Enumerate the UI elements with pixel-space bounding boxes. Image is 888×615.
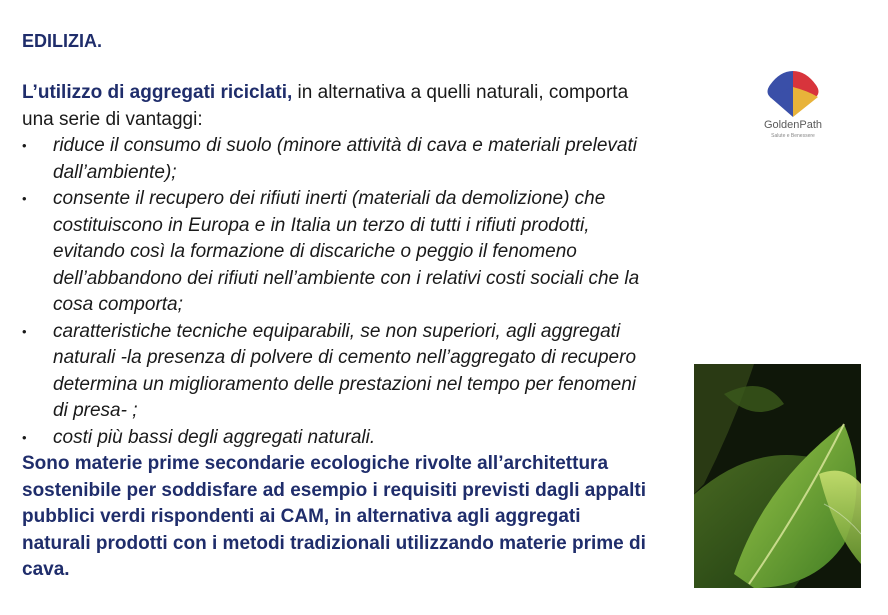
advantages-list — [22, 133, 652, 451]
bullet-icon: • — [22, 429, 27, 445]
list-item-text: riduce il consumo di suolo (minore attività di cava e materiali prelevati dall’ambiente); — [53, 135, 637, 183]
list-item-text: caratteristiche tecniche equiparabili, se non superiori, agli aggregati naturali -la presenza di polvere di cemento nell’aggregato di recupero determina un miglioramento delle prestazioni nel tempo per fenomeni di presa- ; — [53, 320, 637, 421]
intro-rest: in alternativa a quelli naturali, comporta una serie di vantaggi: — [22, 82, 629, 130]
list-item — [22, 425, 652, 452]
logo-name: GoldenPath — [763, 119, 823, 131]
plant-leaves-photo — [694, 364, 861, 588]
bullet-icon: • — [22, 191, 27, 206]
list-item — [22, 319, 652, 425]
leaf-image-icon — [694, 364, 861, 588]
slide-content — [22, 80, 652, 584]
conclusion-paragraph: Sono materie prime secondarie ecologiche rivolte all’architettura sostenibile per soddisfare ad esempio i requisiti previsti dagli appalti pubblici verdi rispondenti ai CAM, in alternativa agli aggregati naturali prodotti con i metodi tradizionali utilizzando materie prime di cava. — [22, 453, 647, 580]
slide-heading: EDILIZIA. — [22, 31, 102, 51]
goldenpath-logo — [748, 67, 838, 147]
bullet-icon: • — [22, 323, 27, 339]
logo-tagline: Salute e Benessere — [771, 133, 815, 139]
list-item-text: costi più bassi degli aggregati naturali. — [53, 426, 376, 448]
list-item-text: consente il recupero dei rifiuti inerti (materiali da demolizione) che costituiscono in Europa e in Italia un terzo di tutti i rifiuti prodotti, evitando così la formazione di discariche o peggio il fenomeno dell’abbandono dei rifiuti nell’ambiente con i relativi costi sociali che la cosa comporta; — [53, 188, 640, 315]
intro-lead: L’utilizzo di aggregati riciclati, — [22, 82, 293, 103]
logo-mark-icon — [748, 67, 838, 119]
intro-paragraph — [22, 80, 652, 133]
bullet-icon: • — [22, 138, 27, 153]
list-item — [22, 133, 652, 186]
list-item — [22, 186, 652, 319]
